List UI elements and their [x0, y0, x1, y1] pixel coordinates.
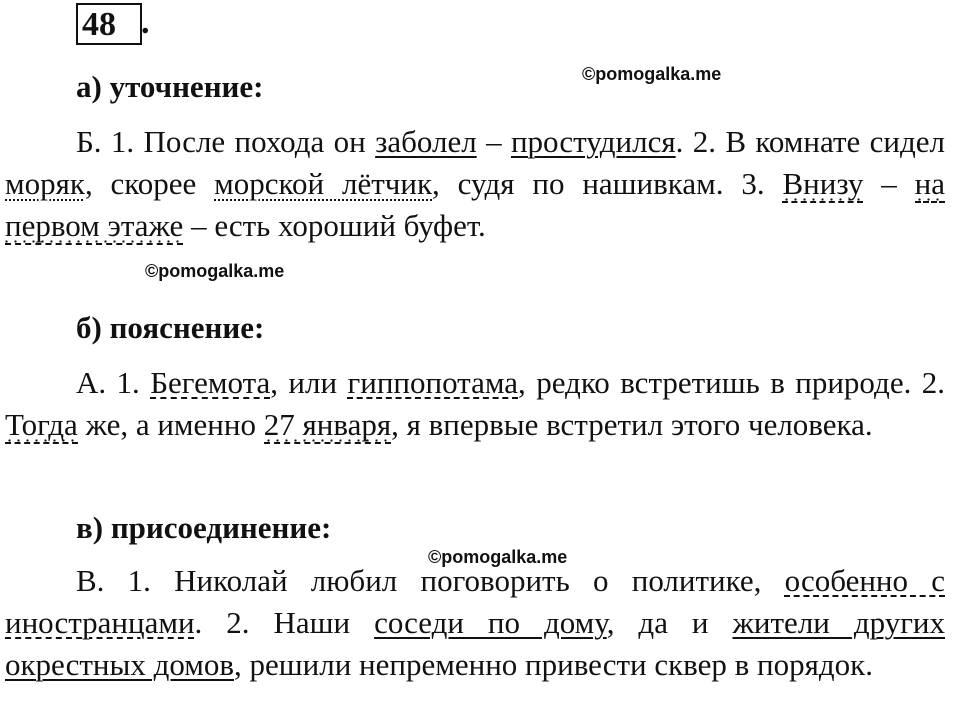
text-fragment: – есть хороший буфет. [183, 208, 486, 243]
section-heading-clarification: а) уточнение: [76, 69, 264, 104]
watermark: ©pomogalka.me [582, 64, 722, 84]
section-text-explanation [5, 362, 945, 446]
text-fragment: , да и [606, 605, 733, 640]
section-text-clarification [5, 121, 945, 247]
adverbial-underlined: Внизу [782, 166, 864, 201]
subject-underlined: заболел [375, 124, 477, 159]
watermark: ©pomogalka.me [428, 547, 568, 567]
text-fragment: , решили непременно привести сквер в порядок. [234, 647, 873, 682]
text-fragment: , или [270, 365, 348, 400]
text-fragment: , я впервые встретил этого человека. [391, 407, 873, 442]
section-heading-explanation: б) пояснение: [76, 310, 265, 345]
text-fragment: А. 1. [76, 365, 151, 400]
watermark: ©pomogalka.me [145, 261, 285, 281]
text-fragment: же, а именно [77, 407, 264, 442]
explaining-member-underlined: 27 января [263, 407, 392, 442]
explaining-member-underlined: гиппопотама [347, 365, 519, 400]
text-fragment: , редко встретишь в природе. 2. [518, 365, 945, 400]
subject-underlined: соседи по дому [374, 605, 607, 640]
object-underlined: Бегемота [150, 365, 271, 400]
attribute-underlined: моряк [5, 166, 85, 201]
text-fragment: . 2. Наши [194, 605, 375, 640]
task-number-dot: . [141, 4, 150, 41]
adverbial-underlined: Тогда [5, 407, 78, 442]
text-fragment: Б. 1. После похода он [76, 124, 376, 159]
clarifying-member-underlined: на первом этаже [5, 166, 945, 243]
clarifying-member-underlined: простудился [510, 124, 676, 159]
task-number: 48 [82, 6, 116, 43]
section-text-connection [5, 560, 945, 686]
clarifying-member-underlined: морской лётчик [214, 166, 432, 201]
text-fragment: . 2. В комнате сидел [675, 124, 945, 159]
task-number-box [76, 3, 142, 45]
connecting-member-underlined: жители других окрестных домов [5, 605, 946, 682]
connecting-member-underlined: особенно с иностранцами [5, 563, 946, 640]
text-fragment: – [476, 124, 511, 159]
text-fragment: , скорее [84, 166, 215, 201]
text-fragment: , судя по нашивкам. 3. [432, 166, 783, 201]
section-heading-connection: в) присоединение: [76, 510, 332, 545]
text-fragment: В. 1. Николай любил поговорить о политике, [76, 563, 785, 598]
text-fragment: – [863, 166, 915, 201]
